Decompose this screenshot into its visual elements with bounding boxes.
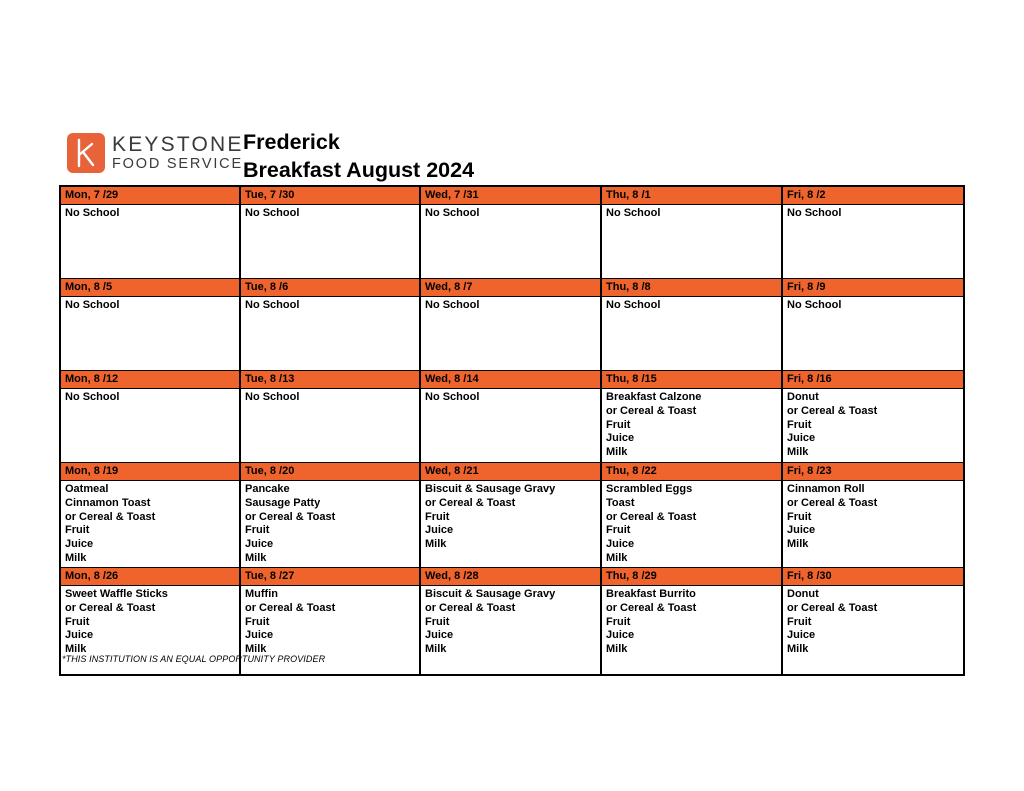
menu-item: Fruit [606, 615, 631, 628]
menu-item: No School [425, 299, 480, 311]
menu-item: Juice [65, 629, 94, 642]
menu-item: Breakfast Calzone [606, 391, 702, 403]
menu-item: Fruit [425, 510, 450, 523]
day-menu [60, 389, 240, 463]
day-menu [601, 389, 782, 463]
menu-item: Milk [787, 446, 809, 459]
menu-item: or Cereal & Toast [65, 510, 156, 523]
menu-item: No School [787, 299, 842, 311]
day-date: Fri, 8 /30 [782, 568, 964, 586]
menu-item: Donut [787, 588, 819, 600]
day-date: Mon, 8 /12 [60, 371, 240, 389]
week-header-row [60, 371, 964, 389]
menu-item: Milk [606, 446, 628, 459]
day-date: Tue, 8 /27 [240, 568, 420, 586]
menu-item: No School [245, 207, 300, 219]
day-date: Tue, 8 /20 [240, 463, 420, 481]
menu-item: or Cereal & Toast [245, 510, 336, 523]
day-date: Wed, 8 /14 [420, 371, 601, 389]
menu-item: or Cereal & Toast [425, 601, 516, 614]
day-date: Wed, 8 /28 [420, 568, 601, 586]
day-menu [420, 586, 601, 676]
menu-item: Juice [787, 524, 816, 537]
menu-item: or Cereal & Toast [787, 404, 878, 417]
day-date: Thu, 8 /15 [601, 371, 782, 389]
day-menu [601, 481, 782, 568]
menu-item: Juice [425, 524, 454, 537]
menu-item: Fruit [65, 524, 90, 537]
day-menu [601, 297, 782, 371]
day-date: Fri, 8 /23 [782, 463, 964, 481]
page-title [243, 128, 474, 184]
brand-name: KEYSTONE [112, 132, 244, 156]
day-date: Tue, 8 /6 [240, 279, 420, 297]
day-date: Mon, 7 /29 [60, 186, 240, 205]
day-date: Fri, 8 /16 [782, 371, 964, 389]
menu-item: Milk [787, 643, 809, 656]
menu-item: Milk [65, 643, 87, 656]
menu-item: Fruit [787, 418, 812, 431]
day-menu [240, 205, 420, 279]
menu-item: No School [606, 207, 661, 219]
week-header-row [60, 279, 964, 297]
day-date: Fri, 8 /9 [782, 279, 964, 297]
menu-item: Sweet Waffle Sticks [65, 588, 168, 600]
week-menu-row [60, 389, 964, 463]
day-date: Mon, 8 /5 [60, 279, 240, 297]
menu-item: Fruit [65, 615, 90, 628]
menu-item: Fruit [245, 615, 270, 628]
menu-item: Milk [606, 643, 628, 656]
menu-item: No School [65, 299, 120, 311]
menu-title: Breakfast August 2024 [243, 158, 475, 182]
day-date: Thu, 8 /8 [601, 279, 782, 297]
week-menu-row [60, 481, 964, 568]
week-header-row [60, 568, 964, 586]
day-menu [782, 389, 964, 463]
day-date: Thu, 8 /1 [601, 186, 782, 205]
day-date: Fri, 8 /2 [782, 186, 964, 205]
menu-item: Milk [787, 538, 809, 551]
breakfast-calendar [59, 185, 965, 676]
menu-item: No School [425, 207, 480, 219]
menu-item: Milk [606, 551, 628, 564]
menu-item: Juice [65, 538, 94, 551]
menu-item: or Cereal & Toast [425, 496, 516, 509]
menu-item: Juice [787, 432, 816, 445]
menu-item: No School [787, 207, 842, 219]
menu-item: Donut [787, 391, 819, 403]
menu-item: or Cereal & Toast [606, 404, 697, 417]
menu-item: Fruit [245, 524, 270, 537]
school-name: Frederick [243, 130, 340, 154]
day-menu [420, 481, 601, 568]
menu-item: or Cereal & Toast [65, 601, 156, 614]
week-header-row [60, 463, 964, 481]
brand-subtitle: FOOD SERVICE [112, 155, 243, 172]
week-menu-row [60, 297, 964, 371]
menu-item: Fruit [606, 524, 631, 537]
day-menu [240, 297, 420, 371]
menu-item: or Cereal & Toast [606, 601, 697, 614]
day-menu [240, 389, 420, 463]
day-menu [601, 205, 782, 279]
menu-item: Sausage Patty [245, 496, 321, 509]
menu-item: Milk [425, 643, 447, 656]
day-menu [782, 205, 964, 279]
menu-item: or Cereal & Toast [787, 496, 878, 509]
brand-logo [67, 133, 244, 173]
menu-item: Milk [425, 538, 447, 551]
menu-item: No School [65, 207, 120, 219]
menu-item: Biscuit & Sausage Gravy [425, 588, 556, 600]
menu-item: Juice [606, 432, 635, 445]
menu-item: No School [245, 299, 300, 311]
day-date: Wed, 8 /7 [420, 279, 601, 297]
day-menu [60, 481, 240, 568]
menu-item: Juice [606, 629, 635, 642]
footnote: *THIS INSTITUTION IS AN EQUAL OPPORTUNITY PROVIDER [62, 654, 326, 664]
menu-item: Oatmeal [65, 483, 109, 495]
menu-item: Juice [606, 538, 635, 551]
menu-item: Cinnamon Roll [787, 483, 865, 495]
menu-item: No School [245, 391, 300, 403]
day-menu [240, 481, 420, 568]
menu-item: No School [425, 391, 480, 403]
day-date: Mon, 8 /19 [60, 463, 240, 481]
day-menu [782, 481, 964, 568]
day-date: Tue, 8 /13 [240, 371, 420, 389]
menu-item: Fruit [606, 418, 631, 431]
menu-item: Juice [245, 629, 274, 642]
menu-item: No School [65, 391, 120, 403]
menu-item: Toast [606, 496, 635, 509]
day-menu [782, 586, 964, 676]
day-menu [60, 205, 240, 279]
menu-item: Pancake [245, 483, 290, 495]
day-menu [420, 205, 601, 279]
menu-item: Juice [245, 538, 274, 551]
week-header-row [60, 186, 964, 205]
menu-item: or Cereal & Toast [787, 601, 878, 614]
week-menu-row [60, 205, 964, 279]
day-menu [601, 586, 782, 676]
day-date: Thu, 8 /22 [601, 463, 782, 481]
menu-item: Fruit [787, 615, 812, 628]
menu-item: No School [606, 299, 661, 311]
menu-item: or Cereal & Toast [606, 510, 697, 523]
day-date: Thu, 8 /29 [601, 568, 782, 586]
day-menu [420, 389, 601, 463]
menu-item: Milk [245, 643, 267, 656]
menu-item: Fruit [425, 615, 450, 628]
day-menu [420, 297, 601, 371]
menu-item: Muffin [245, 588, 278, 600]
day-menu [60, 297, 240, 371]
menu-item: Fruit [787, 510, 812, 523]
menu-item: Juice [425, 629, 454, 642]
day-date: Wed, 8 /21 [420, 463, 601, 481]
k-logo-icon [67, 133, 105, 173]
menu-item: Milk [65, 551, 87, 564]
day-date: Wed, 7 /31 [420, 186, 601, 205]
menu-item: Breakfast Burrito [606, 588, 696, 600]
menu-item: Cinnamon Toast [65, 496, 151, 509]
menu-item: Milk [245, 551, 267, 564]
day-menu [782, 297, 964, 371]
menu-item: or Cereal & Toast [245, 601, 336, 614]
menu-item: Biscuit & Sausage Gravy [425, 483, 556, 495]
day-date: Mon, 8 /26 [60, 568, 240, 586]
menu-item: Juice [787, 629, 816, 642]
menu-item: Scrambled Eggs [606, 483, 693, 495]
day-date: Tue, 7 /30 [240, 186, 420, 205]
